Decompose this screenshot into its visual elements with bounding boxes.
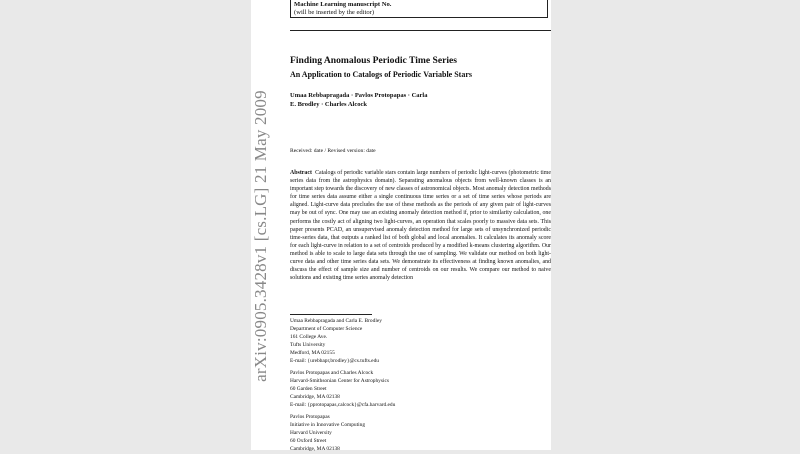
journal-label: Machine Learning manuscript No.: [294, 1, 392, 8]
affiliation-line: 161 College Ave.: [290, 333, 328, 340]
affiliation-line: Cambridge, MA 02138: [290, 393, 340, 400]
affiliation-line: 60 Garden Street: [290, 385, 327, 392]
editor-note: (will be inserted by the editor): [294, 9, 375, 16]
authors-line-1: Umaa Rebbapragada · Pavlos Protopapas · Carla: [290, 92, 428, 99]
affiliation-line: Umaa Rebbapragada and Carla E. Brodley: [290, 318, 382, 324]
arxiv-identifier: [251, 0, 275, 450]
paper-subtitle: An Application to Catalogs of Periodic Variable Stars: [290, 70, 473, 79]
affiliation-iic: [290, 414, 520, 454]
footnote-rule: [290, 314, 372, 315]
abstract-label: Abstract: [290, 170, 312, 176]
affiliation-line: Pavlos Protopapas: [290, 414, 330, 420]
affiliation-line: Harvard University: [290, 429, 332, 436]
paper-title: Finding Anomalous Periodic Time Series: [290, 55, 458, 66]
affiliation-line: Cambridge, MA 02138: [290, 445, 340, 452]
affiliation-line: Initiative in Innovative Computing: [290, 421, 366, 428]
affiliation-email: E-mail: {pprotopapas,calcock}@cfa.harvard.edu: [290, 401, 396, 408]
affiliation-line: Harvard-Smithsonian Center for Astrophysics: [290, 377, 389, 384]
manuscript-box: [290, 0, 548, 18]
author-list: [290, 92, 490, 109]
affiliation-line: Tufts University: [290, 341, 326, 348]
affiliation-cfa: [290, 370, 520, 410]
affiliation-line: Medford, MA 02155: [290, 349, 335, 356]
affiliation-line: 60 Oxford Street: [290, 437, 327, 444]
arxiv-identifier-text: arXiv:0905.3428v1 [cs.LG] 21 May 2009: [251, 90, 270, 382]
abstract-text: Catalogs of periodic variable stars contain large numbers of periodic light-curves (photometric time series data from the astrophysics domain). Separating anomalous objects from well-known classes is an important step towards the discovery of new classes of astronomical objects. Most anomaly detection methods for time series data assume either a single continuous time series or a set of time series whose periods are aligned. Light-curve data precludes the use of these methods as the periods of any given pair of light-curves may be out of sync. One may use an existing anomaly detection method if, prior to similarity calculation, one performs the costly act of aligning two light-curves, an operation that scales poorly to massive data sets. This paper presents PCAD, an unsupervised anomaly detection method for large sets of unsynchronized periodic time-series data, that outputs a ranked list of both global and local anomalies. It calculates its anomaly score for each light-curve in relation to a set of centroids produced by a modified k-means clustering algorithm. Our method is able to scale to large data sets through the use of sampling. We validate our method on both light-curve data and other time series data sets. We demonstrate its effectiveness at finding known anomalies, and discuss the effect of sample size and number of centroids on our results. We compare our method to naive solutions and existing time series anomaly detection: [290, 170, 551, 282]
received-date: Received: date / Revised version: date: [290, 148, 376, 154]
affiliation-email: E-mail: {urebbapr,brodley}@cs.tufts.edu: [290, 357, 379, 364]
affiliation-line: Department of Computer Science: [290, 325, 363, 332]
header-rule: [290, 30, 551, 31]
abstract: [290, 169, 551, 282]
affiliation-tufts: [290, 318, 520, 365]
authors-line-2: E. Brodley · Charles Alcock: [290, 100, 367, 108]
affiliation-line: Pavlos Protopapas and Charles Alcock: [290, 370, 374, 376]
